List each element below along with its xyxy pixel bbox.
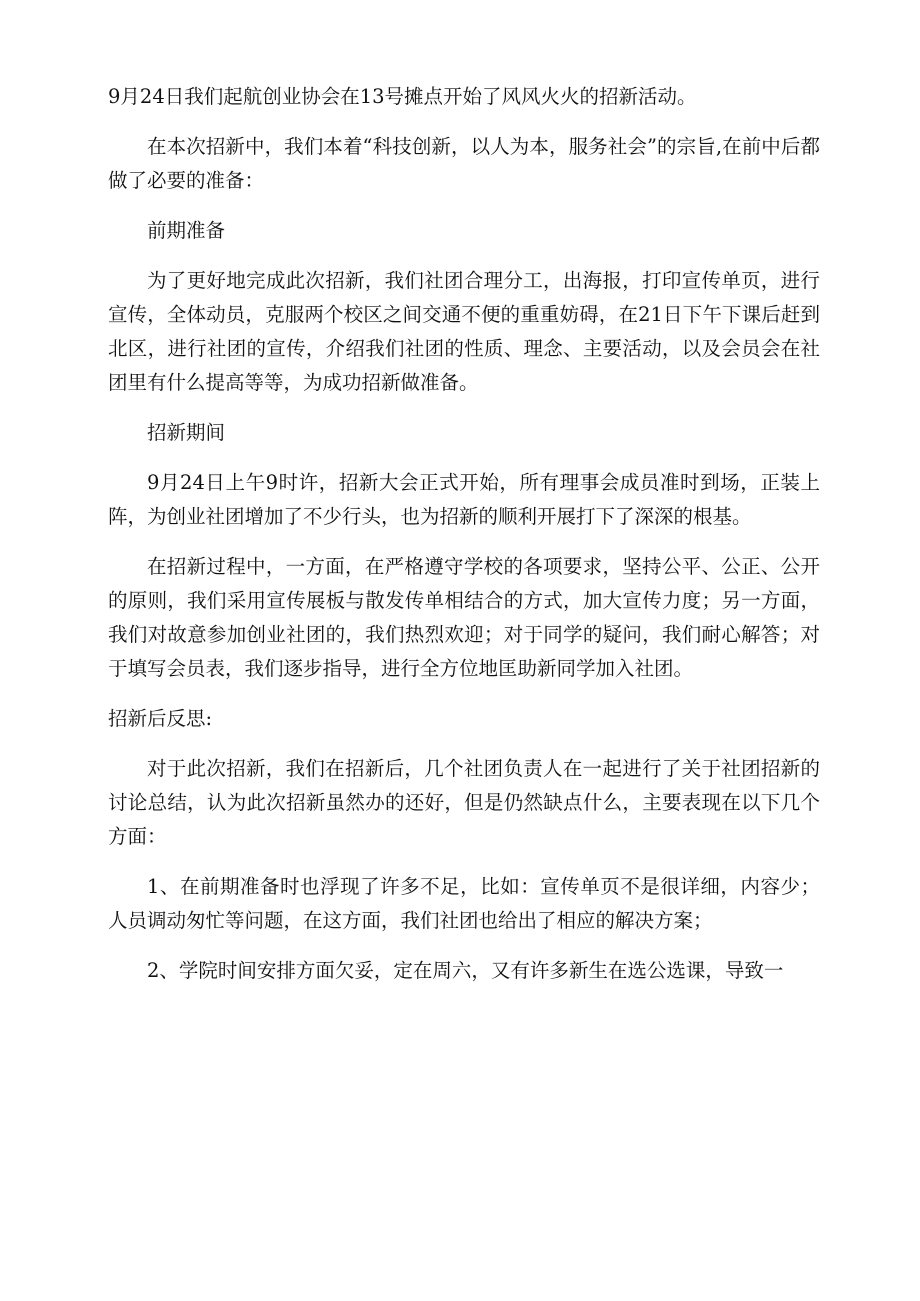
- paragraph-intro: 9月24日我们起航创业协会在13号摊点开始了风风火火的招新活动。: [108, 85, 697, 108]
- section-heading-preparation: 前期准备: [147, 219, 226, 242]
- section-heading-reflection: 招新后反思:: [108, 707, 213, 730]
- document-page: [108, 80, 820, 1004]
- paragraph-recruitment-process: 在招新过程中，一方面，在严格遵守学校的各项要求，坚持公平、公正、公开的原则，我们采用宣传展板与散发传单相结合的方式，加大宣传力度；另一方面，我们对故意参加创业社团的，我们热烈欢迎；对于同学的疑问，我们耐心解答；对于填写会员表，我们逐步指导，进行全方位地匡助新同学加入社团。: [108, 555, 820, 680]
- paragraph-purpose: 在本次招新中，我们本着“科技创新，以人为本，服务社会”的宗旨,在前中后都做了必要的准备：: [108, 135, 820, 192]
- paragraph-reflection: 对于此次招新，我们在招新后，几个社团负责人在一起进行了关于社团招新的讨论总结，认为此次招新虽然办的还好，但是仍然缺点什么，主要表现在以下几个方面：: [108, 757, 820, 848]
- paragraph-recruitment-start: 9月24日上午9时许，招新大会正式开始，所有理事会成员准时到场，正装上阵，为创业社团增加了不少行头，也为招新的顺利开展打下了深深的根基。: [108, 471, 820, 528]
- section-heading-recruitment: 招新期间: [147, 421, 226, 444]
- paragraph-preparation: 为了更好地完成此次招新，我们社团合理分工，出海报，打印宣传单页，进行宣传，全体动员，克服两个校区之间交通不便的重重妨碍，在21日下午下课后赶到北区，进行社团的宣传，介绍我们社团的性质、理念、主要活动，以及会员会在社团里有什么提高等等，为成功招新做准备。: [108, 269, 820, 394]
- paragraph-point-1: 1、在前期准备时也浮现了许多不足，比如：宣传单页不是很详细，内容少；人员调动匆忙等问题，在这方面，我们社团也给出了相应的解决方案；: [108, 875, 820, 932]
- paragraph-point-2: 2、学院时间安排方面欠妥，定在周六，又有许多新生在选公选课，导致一: [147, 959, 784, 982]
